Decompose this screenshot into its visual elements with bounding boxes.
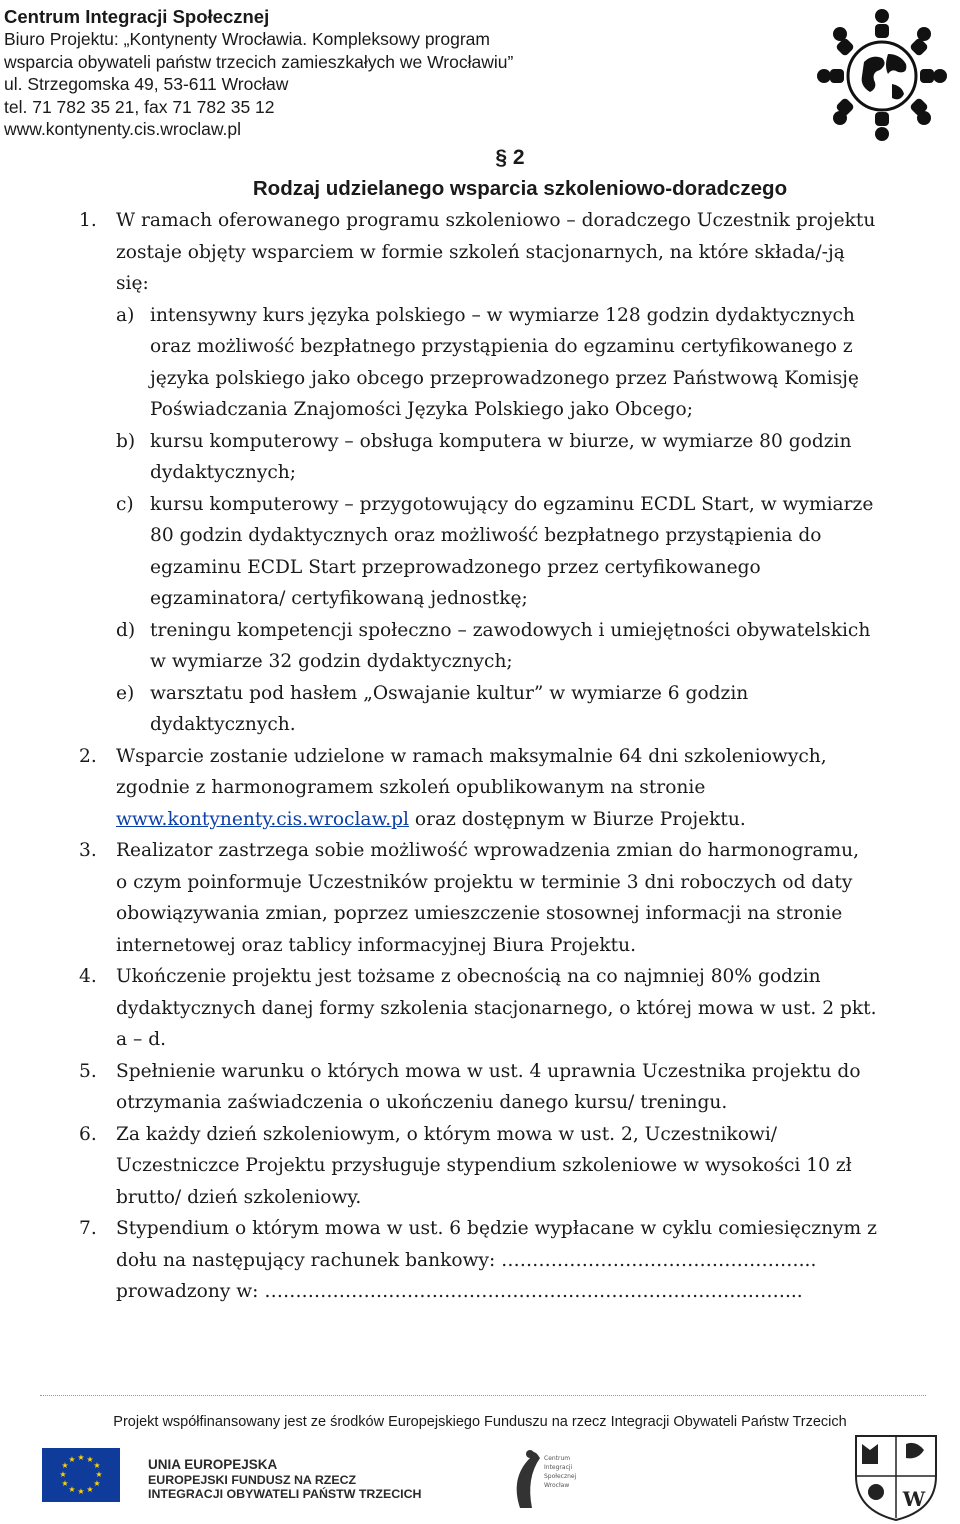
paragraph-line: a – d. (116, 1029, 167, 1050)
footer-divider (40, 1395, 926, 1396)
paragraph-line: W ramach oferowanego programu szkoleniowo – doradczego Uczestnik projektu (116, 210, 876, 231)
paragraph-line: Ukończenie projektu jest tożsame z obecnością na co najmniej 80% godzin (116, 966, 821, 987)
item-number: 6. (79, 1124, 97, 1145)
svg-text:★: ★ (86, 1485, 94, 1494)
paragraph-line: kursu komputerowy – przygotowujący do egzaminu ECDL Start, w wymiarze (150, 494, 874, 515)
item-number: 3. (79, 840, 97, 861)
paragraph-line: w wymiarze 32 godzin dydaktycznych; (150, 651, 513, 672)
svg-text:Centrum: Centrum (544, 1455, 571, 1462)
wroclaw-coat-of-arms-icon (848, 1430, 944, 1522)
svg-text:★: ★ (68, 1485, 76, 1494)
paragraph-line: dydaktycznych; (150, 462, 296, 483)
organization-name: Centrum Integracji Społecznej (4, 6, 270, 27)
paragraph-line: Realizator zastrzega sobie możliwość wprowadzenia zmian do harmonogramu, (116, 840, 860, 861)
subitem-letter: b) (116, 431, 136, 452)
svg-text:★: ★ (68, 1455, 76, 1464)
paragraph-line: egzaminu ECDL Start przeprowadzonego przez certyfikowanego (150, 557, 761, 578)
item-number: 7. (79, 1218, 97, 1239)
paragraph-line: się: (116, 273, 149, 294)
letterhead-line: Biuro Projektu: „Kontynenty Wrocławia. Kompleksowy program (4, 29, 490, 50)
svg-text:★: ★ (77, 1453, 85, 1462)
eu-label-line: UNIA EUROPEJSKA (148, 1457, 278, 1472)
section-title: Rodzaj udzielanego wsparcia szkoleniowo-doradczego (252, 177, 788, 200)
eu-fund-label (148, 1458, 422, 1502)
eu-flag-icon (42, 1448, 120, 1502)
svg-text:Integracji: Integracji (544, 1464, 573, 1471)
paragraph-line: Spełnienie warunku o których mowa w ust. 4 uprawnia Uczestnika projektu do (116, 1061, 861, 1082)
paragraph-line: o czym poinformuje Uczestników projektu w terminie 3 dni roboczych od daty (116, 872, 853, 893)
paragraph-line: kursu komputerowy – obsługa komputera w biurze, w wymiarze 80 godzin (150, 431, 852, 452)
subitem-letter: a) (116, 305, 135, 326)
paragraph-line: internetowej oraz tablicy informacyjnej Biura Projektu. (116, 935, 636, 956)
svg-text:★: ★ (93, 1461, 101, 1470)
paragraph-line: Poświadczania Znajomości Języka Polskiego jako Obcego; (150, 399, 693, 420)
globe-people-logo (812, 4, 952, 144)
item-number: 5. (79, 1061, 97, 1082)
paragraph-line: oraz możliwość bezpłatnego przystąpienia do egzaminu certyfikowanego z (150, 336, 853, 357)
letterhead-phone: tel. 71 782 35 21, fax 71 782 35 12 (4, 96, 275, 117)
svg-text:★: ★ (95, 1470, 103, 1479)
section-number: § 2 (495, 146, 525, 169)
paragraph-line: egzaminatora/ certyfikowaną jednostkę; (150, 588, 528, 609)
paragraph-line: Stypendium o którym mowa w ust. 6 będzie wypłacane w cyklu comiesięcznym z (116, 1218, 877, 1239)
paragraph-line: Uczestniczce Projektu przysługuje stypendium szkoleniowe w wysokości 10 zł (116, 1155, 852, 1176)
svg-text:Społecznej: Społecznej (544, 1473, 577, 1480)
eu-label-line: INTEGRACJI OBYWATELI PAŃSTW TRZECICH (148, 1487, 422, 1501)
subitem-letter: d) (116, 620, 136, 641)
item-number: 4. (79, 966, 97, 987)
svg-text:★: ★ (61, 1479, 69, 1488)
paragraph-line: dołu na następujący rachunek bankowy: …………………………………………... (116, 1250, 817, 1271)
paragraph-text: oraz dostępnym w Biurze Projektu. (408, 809, 746, 830)
letterhead-line: wsparcia obywateli państw trzecich zamieszkałych we Wrocławiu” (4, 51, 514, 72)
paragraph-line: Wsparcie zostanie udzielone w ramach maksymalnie 64 dni szkoleniowych, (116, 746, 827, 767)
item-number: 1. (79, 210, 97, 231)
paragraph-line: Za każdy dzień szkoleniowym, o którym mowa w ust. 2, Uczestnikowi/ (116, 1124, 778, 1145)
paragraph-line: obowiązywania zmian, poprzez umieszczenie stosownej informacji na stronie (116, 903, 843, 924)
svg-text:★: ★ (77, 1487, 85, 1496)
svg-text:W: W (902, 1487, 926, 1511)
paragraph-line: treningu kompetencji społeczno – zawodowych i umiejętności obywatelskich (150, 620, 871, 641)
svg-text:★: ★ (93, 1479, 101, 1488)
subitem-letter: c) (116, 494, 134, 515)
paragraph-line: 80 godzin dydaktycznych oraz możliwość bezpłatnego przystąpienia do (150, 525, 822, 546)
footer-cofinancing-note: Projekt współfinansowany jest ze środków Europejskiego Funduszu na rzecz Integracji Obywateli Państw Trzecich (113, 1414, 847, 1430)
paragraph-line: intensywny kurs języka polskiego – w wymiarze 128 godzin dydaktycznych (150, 305, 855, 326)
paragraph-line (116, 804, 746, 836)
item-number: 2. (79, 746, 97, 767)
eu-label-line: EUROPEJSKI FUNDUSZ NA RZECZ (148, 1472, 357, 1487)
paragraph-line: warsztatu pod hasłem „Oswajanie kultur” w wymiarze 6 godzin (150, 683, 749, 704)
subitem-letter: e) (116, 683, 135, 704)
paragraph-line: dydaktycznych danej formy szkolenia stacjonarnego, o której mowa w ust. 2 pkt. (116, 998, 877, 1019)
letterhead-website: www.kontynenty.cis.wroclaw.pl (4, 119, 241, 140)
website-link[interactable]: www.kontynenty.cis.wroclaw.pl (116, 809, 409, 830)
paragraph-line: języka polskiego jako obcego przeprowadzonego przez Państwową Komisję (150, 368, 859, 389)
cis-wroclaw-logo (500, 1448, 590, 1518)
svg-text:★: ★ (86, 1455, 94, 1464)
letterhead-address: ul. Strzegomska 49, 53-611 Wrocław (4, 74, 289, 95)
svg-text:Wrocław: Wrocław (544, 1482, 570, 1489)
paragraph-line: otrzymania zaświadczenia o ukończeniu danego kursu/ treningu. (116, 1092, 728, 1113)
paragraph-line: prowadzony w: …………………………………………………………………………... (116, 1281, 803, 1302)
paragraph-line: zgodnie z harmonogramem szkoleń opublikowanym na stronie (116, 777, 706, 798)
paragraph-line: brutto/ dzień szkoleniowy. (116, 1187, 362, 1208)
letterhead (4, 6, 744, 140)
svg-text:★: ★ (59, 1470, 67, 1479)
paragraph-line: zostaje objęty wsparciem w formie szkoleń stacjonarnych, na które składa/-ją (116, 242, 845, 263)
paragraph-line: dydaktycznych. (150, 714, 296, 735)
svg-text:★: ★ (61, 1461, 69, 1470)
